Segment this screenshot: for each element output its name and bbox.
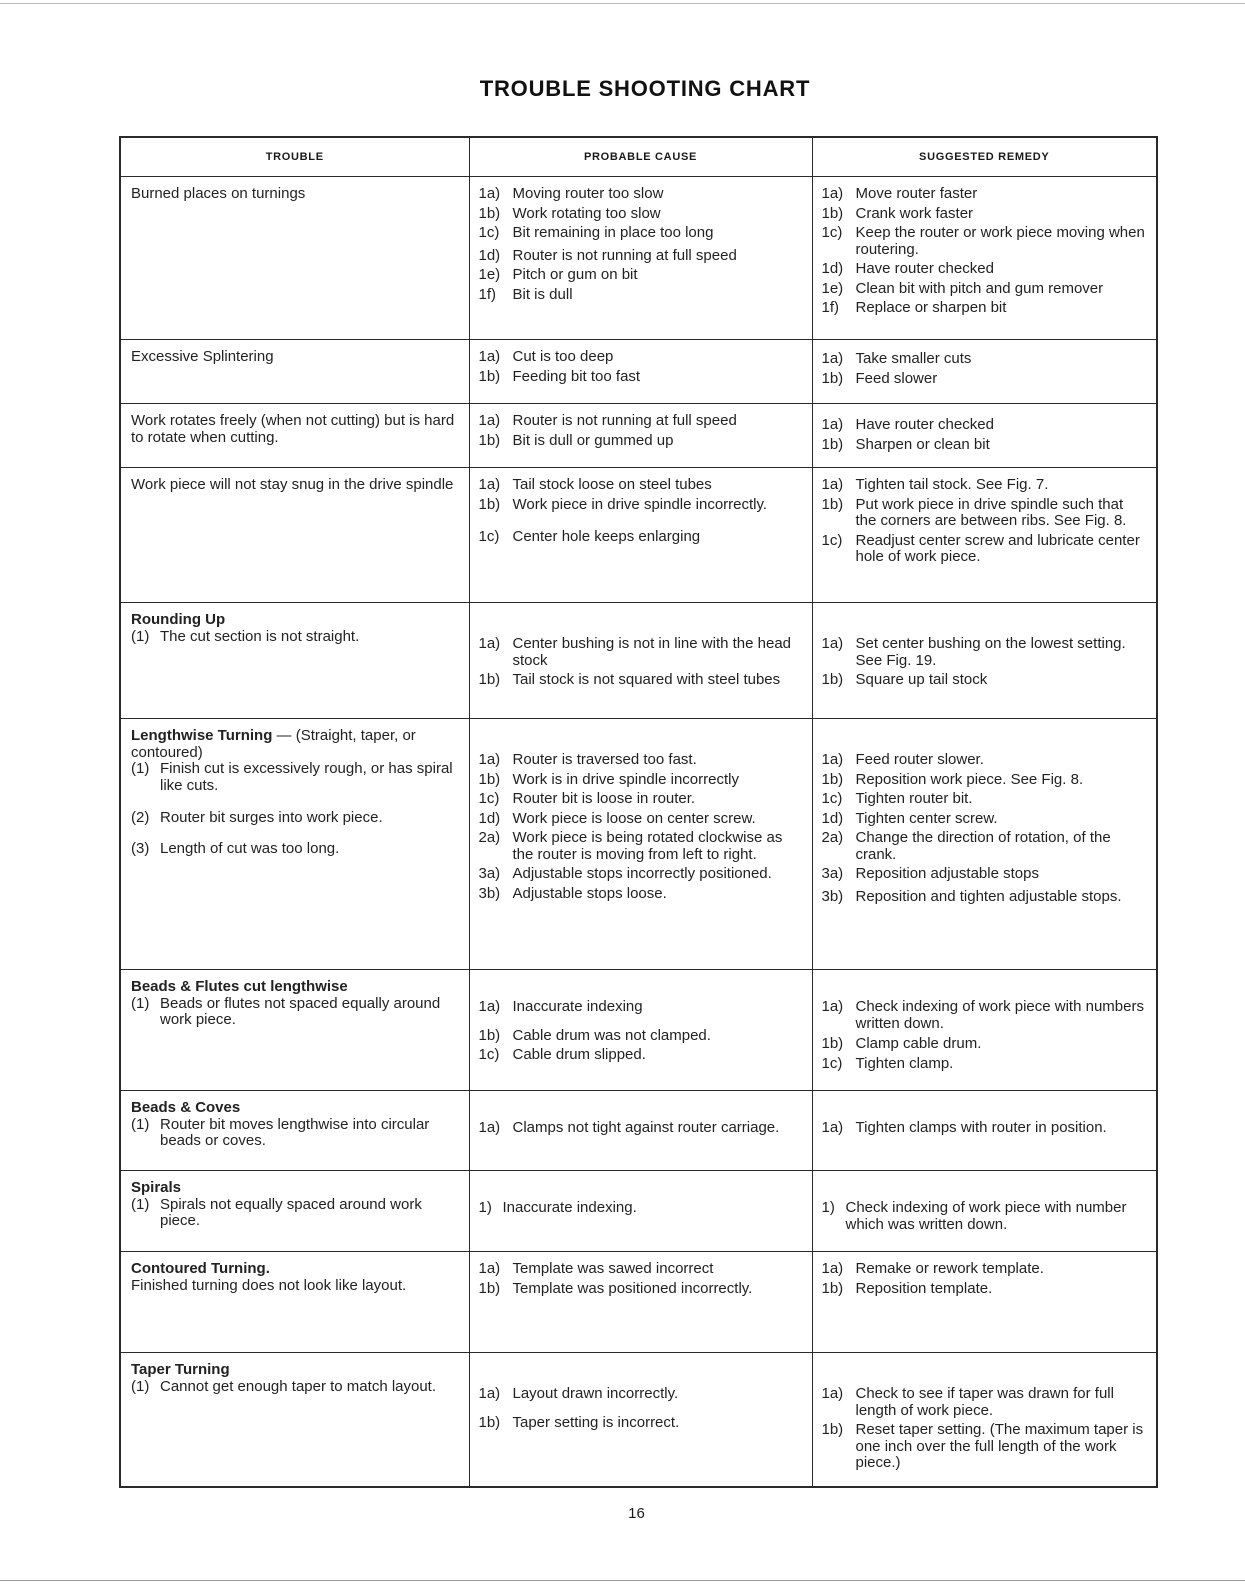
cause-item [479, 206, 802, 223]
trouble-cell [120, 719, 469, 970]
cause-item [479, 1120, 802, 1137]
trouble-line-text: Router bit moves lengthwise into circular beads or coves. [160, 1115, 430, 1149]
remedy-cell [812, 404, 1157, 468]
remedy-item-text: Replace or sharpen bit [855, 299, 1007, 316]
remedy-item-number: 1a) [821, 751, 844, 768]
table-row [120, 404, 1157, 468]
cause-cell [469, 1353, 812, 1487]
remedy-item [822, 225, 1147, 258]
trouble-cell [120, 1353, 469, 1487]
remedy-item-text: Sharpen or clean bit [855, 435, 990, 453]
cause-item [479, 672, 802, 689]
cause-item [479, 1047, 802, 1064]
trouble-line [131, 810, 459, 827]
cause-item [479, 1386, 802, 1403]
remedy-item [822, 497, 1147, 530]
remedy-cell [812, 1353, 1157, 1487]
trouble-cell [120, 1252, 469, 1353]
cause-item-text: Template was sawed incorrect [512, 1260, 714, 1277]
trouble-cell [120, 340, 469, 404]
cause-item [479, 349, 802, 366]
cause-item-text: Inaccurate indexing. [502, 1199, 637, 1216]
cause-item-text: Bit remaining in place too long [512, 224, 714, 241]
remedy-item [822, 371, 1147, 388]
cause-item-number: 1a) [478, 1260, 501, 1277]
remedy-item-text: Take smaller cuts [855, 350, 972, 367]
cause-item-number: 1c) [478, 224, 500, 241]
trouble-line: Work rotates freely (when not cutting) but is hard to rotate when cutting. [131, 412, 455, 446]
trouble-cell [120, 1171, 469, 1252]
remedy-item [822, 1200, 1147, 1233]
remedy-item [822, 830, 1147, 863]
cause-item-text: Work is in drive spindle incorrectly [512, 770, 739, 788]
remedy-cell [812, 1252, 1157, 1353]
cause-item-text: Router is not running at full speed [512, 412, 737, 429]
cause-item-text: Work piece in drive spindle incorrectly. [512, 495, 768, 513]
cause-item-text: Tail stock is not squared with steel tubes [512, 671, 781, 688]
remedy-item-number: 1e) [821, 279, 844, 297]
cause-item-text: Layout drawn incorrectly. [512, 1385, 679, 1402]
cause-item-text: Cable drum slipped. [512, 1046, 646, 1063]
remedy-item [822, 261, 1147, 278]
cause-cell [469, 603, 812, 719]
remedy-item-text: Check indexing of work piece with number which was written down. [845, 1199, 1127, 1233]
remedy-item [822, 791, 1147, 808]
cause-item-text: Cut is too deep [512, 348, 614, 365]
remedy-item [822, 889, 1147, 906]
remedy-cell [812, 177, 1157, 340]
cause-item-text: Pitch or gum on bit [512, 266, 638, 283]
trouble-line-number: (1) [131, 1195, 150, 1213]
cause-item [479, 225, 802, 242]
remedy-item-number: 1b) [821, 1421, 844, 1438]
trouble-line-text: The cut section is not straight. [160, 627, 360, 645]
remedy-item-number: 1b) [821, 369, 844, 387]
cause-item-number: 1b) [478, 367, 501, 385]
remedy-item [822, 636, 1147, 669]
trouble-shooting-table [119, 136, 1158, 1488]
remedy-item-text: Have router checked [855, 260, 994, 277]
remedy-item-text: Change the direction of rotation, of the crank. [855, 829, 1111, 863]
cause-item [479, 186, 802, 203]
cause-cell [469, 1091, 812, 1171]
remedy-item-text: Remake or rework template. [855, 1260, 1044, 1277]
cause-item-text: Moving router too slow [512, 185, 664, 202]
remedy-cell [812, 1091, 1157, 1171]
trouble-cell [120, 468, 469, 603]
remedy-item-number: 1c) [821, 531, 843, 549]
remedy-item [822, 300, 1147, 317]
remedy-item-text: Reposition adjustable stops [855, 865, 1039, 882]
remedy-cell [812, 340, 1157, 404]
cause-item-number: 1c) [478, 790, 500, 807]
cause-item-number: 1a) [478, 476, 501, 493]
remedy-item-text: Reset taper setting. (The maximum taper is one inch over the full length of the work piece.) [855, 1421, 1144, 1471]
remedy-item-text: Move router faster [855, 185, 978, 202]
remedy-cell [812, 603, 1157, 719]
trouble-line-number: (1) [131, 994, 150, 1012]
cause-item [479, 477, 802, 494]
remedy-cell [812, 970, 1157, 1091]
cause-item-number: 1d) [478, 246, 501, 264]
cause-item-number: 1c) [478, 1046, 500, 1063]
trouble-line-number: (1) [131, 1115, 150, 1133]
cause-item [479, 413, 802, 430]
remedy-item-text: Reposition and tighten adjustable stops. [855, 887, 1122, 905]
cause-item-text: Router bit is loose in router. [512, 790, 696, 807]
trouble-line: Work piece will not stay snug in the drive spindle [131, 476, 454, 493]
trouble-heading-rest: — (Straight, taper, or contoured) [131, 727, 416, 761]
remedy-item [822, 672, 1147, 689]
remedy-item-number: 1d) [821, 260, 844, 277]
remedy-item [822, 999, 1147, 1032]
remedy-item-text: Check to see if taper was drawn for full length of work piece. [855, 1385, 1114, 1419]
remedy-item [822, 437, 1147, 454]
remedy-item-text: Tighten tail stock. See Fig. 7. [855, 476, 1049, 493]
cause-item-number: 1a) [478, 348, 501, 365]
cause-item [479, 866, 802, 883]
table-row [120, 177, 1157, 340]
page-number: 16 [628, 1505, 645, 1522]
trouble-heading [131, 1180, 459, 1197]
table-row [120, 970, 1157, 1091]
column-header-suggested-remedy: SUGGESTED REMEDY [812, 137, 1157, 177]
remedy-item-number: 1a) [821, 1260, 844, 1277]
trouble-heading [131, 1362, 459, 1379]
trouble-line-text: Length of cut was too long. [160, 839, 340, 857]
remedy-item-number: 1c) [821, 790, 843, 807]
cause-item-text: Bit is dull [512, 285, 573, 303]
trouble-line-number: (2) [131, 809, 150, 826]
remedy-item-number: 1c) [821, 1054, 843, 1072]
cause-item-text: Taper setting is incorrect. [512, 1413, 680, 1431]
remedy-item-text: Reposition work piece. See Fig. 8. [855, 770, 1084, 788]
trouble-line-text: Finish cut is excessively rough, or has spiral like cuts. [160, 760, 453, 794]
trouble-line [131, 1197, 459, 1230]
cause-cell [469, 1171, 812, 1252]
remedy-item [822, 417, 1147, 434]
trouble-cell [120, 404, 469, 468]
table-row [120, 1252, 1157, 1353]
cause-item-text: Router is not running at full speed [512, 246, 737, 264]
remedy-item [822, 351, 1147, 368]
remedy-item-number: 1a) [821, 185, 844, 202]
cause-item [479, 1261, 802, 1278]
remedy-item [822, 1056, 1147, 1073]
remedy-cell [812, 719, 1157, 970]
cause-item-number: 1a) [478, 635, 501, 652]
remedy-item-number: 1b) [821, 671, 844, 688]
remedy-item-text: Clamp cable drum. [855, 1035, 982, 1052]
table-row [120, 340, 1157, 404]
remedy-item-number: 1b) [821, 204, 844, 222]
trouble-line-text: Router bit surges into work piece. [160, 809, 383, 826]
cause-cell [469, 719, 812, 970]
trouble-line: Finished turning does not look like layout. [131, 1276, 407, 1294]
cause-item [479, 369, 802, 386]
trouble-heading [131, 612, 459, 629]
remedy-item-text: Set center bushing on the lowest setting. See Fig. 19. [855, 635, 1126, 669]
remedy-item-text: Keep the router or work piece moving when routering. [855, 224, 1145, 258]
remedy-item-text: Reposition template. [855, 1279, 993, 1297]
cause-item-number: 1a) [478, 412, 501, 429]
cause-item [479, 433, 802, 450]
trouble-line [131, 1117, 459, 1150]
cause-item-text: Template was positioned incorrectly. [512, 1279, 753, 1297]
trouble-heading [131, 1261, 459, 1278]
remedy-item-number: 1a) [821, 635, 844, 652]
remedy-item-number: 1b) [821, 495, 844, 513]
cause-item-text: Router is traversed too fast. [512, 751, 697, 768]
cause-item [479, 287, 802, 304]
remedy-cell [812, 1171, 1157, 1252]
remedy-item-number: 1a) [821, 416, 844, 433]
cause-item-number: 1a) [478, 185, 501, 202]
trouble-line-number: (1) [131, 760, 150, 777]
cause-item-number: 1b) [478, 1026, 501, 1044]
remedy-item-number: 1a) [821, 1385, 844, 1402]
cause-item [479, 811, 802, 828]
cause-item [479, 999, 802, 1016]
cause-cell [469, 404, 812, 468]
cause-item [479, 772, 802, 789]
trouble-cell [120, 603, 469, 719]
remedy-item-number: 1a) [821, 350, 844, 367]
cause-item-number: 1b) [478, 770, 501, 788]
remedy-item-text: Feed router slower. [855, 751, 984, 768]
remedy-item-text: Tighten clamps with router in position. [855, 1119, 1107, 1136]
remedy-item-number: 3a) [821, 865, 844, 882]
cause-item-number: 1a) [478, 1385, 501, 1402]
table-row [120, 719, 1157, 970]
cause-cell [469, 177, 812, 340]
trouble-line-text: Spirals not equally spaced around work piece. [160, 1195, 422, 1229]
cause-item-number: 2a) [478, 829, 501, 846]
trouble-line-text: Cannot get enough taper to match layout. [160, 1377, 437, 1395]
page-title: TROUBLE SHOOTING CHART [479, 76, 811, 101]
cause-item-number: 1b) [478, 1279, 501, 1297]
table-row [120, 1171, 1157, 1252]
trouble-heading-bold: Beads & Coves [131, 1099, 241, 1116]
trouble-heading [131, 1100, 459, 1117]
cause-cell [469, 970, 812, 1091]
remedy-item-number: 1b) [821, 1035, 844, 1052]
remedy-item-text: Feed slower [855, 369, 938, 387]
cause-item-text: Work piece is loose on center screw. [512, 809, 756, 827]
remedy-item [822, 477, 1147, 494]
remedy-item-text: Readjust center screw and lubricate center hole of work piece. [855, 531, 1140, 565]
cause-item [479, 636, 802, 669]
remedy-item-text: Clean bit with pitch and gum remover [855, 279, 1104, 297]
remedy-item-number: 1a) [821, 476, 844, 493]
remedy-item [822, 1281, 1147, 1298]
remedy-item-text: Tighten center screw. [855, 809, 998, 827]
cause-item-text: Adjustable stops loose. [512, 884, 667, 902]
trouble-heading [131, 979, 459, 996]
remedy-item-text: Put work piece in drive spindle such that the corners are between ribs. See Fig. 8. [855, 495, 1127, 529]
cause-item [479, 886, 802, 903]
cause-item-text: Feeding bit too fast [512, 367, 641, 385]
remedy-item-number: 1b) [821, 1279, 844, 1297]
cause-item-text: Center hole keeps enlarging [512, 528, 701, 545]
cause-item [479, 1028, 802, 1045]
remedy-item-number: 1f) [821, 299, 840, 316]
remedy-item [822, 1120, 1147, 1137]
cause-cell [469, 468, 812, 603]
remedy-item [822, 866, 1147, 883]
cause-item [479, 248, 802, 265]
remedy-item [822, 186, 1147, 203]
remedy-item-number: 1a) [821, 1119, 844, 1136]
cause-item [479, 830, 802, 863]
cause-item-text: Inaccurate indexing [512, 998, 643, 1015]
cause-item-text: Bit is dull or gummed up [512, 431, 674, 449]
trouble-heading [131, 728, 459, 761]
cause-item-number: 3a) [478, 865, 501, 882]
table-row [120, 1353, 1157, 1487]
cause-item-number: 1b) [478, 671, 501, 688]
trouble-cell [120, 177, 469, 340]
cause-item-text: Work rotating too slow [512, 204, 661, 222]
cause-item-text: Center bushing is not in line with the head stock [512, 635, 792, 669]
remedy-item [822, 1386, 1147, 1419]
trouble-heading-bold: Taper Turning [131, 1361, 230, 1378]
cause-item-number: 1d) [478, 809, 501, 827]
cause-item [479, 1200, 802, 1217]
trouble-line: Excessive Splintering [131, 348, 274, 365]
remedy-item-number: 1d) [821, 809, 844, 827]
cause-item-number: 1) [478, 1199, 492, 1216]
cause-item [479, 791, 802, 808]
top-rule [0, 3, 1245, 4]
cause-item [479, 267, 802, 284]
cause-item-text: Cable drum was not clamped. [512, 1026, 711, 1044]
table-row [120, 468, 1157, 603]
trouble-line-number: (1) [131, 1377, 150, 1395]
remedy-item [822, 772, 1147, 789]
remedy-item-number: 1c) [821, 224, 843, 241]
remedy-item-text: Have router checked [855, 416, 994, 433]
cause-cell [469, 1252, 812, 1353]
header-row [120, 137, 1157, 177]
remedy-item-text: Crank work faster [855, 204, 974, 222]
trouble-line-number: (3) [131, 839, 150, 857]
remedy-item [822, 1261, 1147, 1278]
cause-item-number: 1b) [478, 431, 501, 449]
trouble-line [131, 996, 459, 1029]
cause-item-number: 1c) [478, 528, 500, 545]
trouble-heading-bold: Lengthwise Turning [131, 727, 273, 744]
remedy-item [822, 811, 1147, 828]
table-row [120, 603, 1157, 719]
remedy-item-number: 1a) [821, 998, 844, 1015]
remedy-item-text: Square up tail stock [855, 671, 988, 688]
remedy-item-text: Tighten router bit. [855, 790, 973, 807]
cause-item-number: 1b) [478, 495, 501, 513]
cause-item-number: 1a) [478, 998, 501, 1015]
cause-item-number: 1b) [478, 1413, 501, 1431]
remedy-item-number: 2a) [821, 829, 844, 846]
cause-cell [469, 340, 812, 404]
cause-item [479, 752, 802, 769]
cause-item-number: 3b) [478, 884, 501, 902]
trouble-line [131, 1379, 459, 1396]
remedy-item-text: Check indexing of work piece with numbers written down. [855, 998, 1144, 1032]
cause-item [479, 1281, 802, 1298]
trouble-line-text: Beads or flutes not spaced equally around work piece. [160, 994, 441, 1028]
trouble-line: Burned places on turnings [131, 185, 306, 202]
remedy-item-number: 1b) [821, 770, 844, 788]
remedy-item-number: 3b) [821, 887, 844, 905]
trouble-line [131, 629, 459, 646]
cause-item [479, 1415, 802, 1432]
bottom-rule [0, 1580, 1245, 1581]
trouble-cell [120, 970, 469, 1091]
cause-item-number: 1b) [478, 204, 501, 222]
remedy-cell [812, 468, 1157, 603]
cause-item [479, 529, 802, 546]
cause-item-text: Adjustable stops incorrectly positioned. [512, 865, 772, 882]
remedy-item [822, 533, 1147, 566]
remedy-item [822, 281, 1147, 298]
cause-item [479, 497, 802, 514]
cause-item-text: Clamps not tight against router carriage. [512, 1119, 780, 1136]
remedy-item-number: 1b) [821, 435, 844, 453]
remedy-item [822, 1036, 1147, 1053]
remedy-item [822, 752, 1147, 769]
cause-item-number: 1f) [478, 285, 497, 303]
trouble-line [131, 841, 459, 858]
column-header-trouble: TROUBLE [120, 137, 469, 177]
trouble-line-number: (1) [131, 627, 150, 645]
remedy-item [822, 1422, 1147, 1472]
trouble-heading-bold: Beads & Flutes cut lengthwise [131, 978, 348, 995]
remedy-item-text: Tighten clamp. [855, 1054, 954, 1072]
trouble-heading-bold: Spirals [131, 1179, 182, 1196]
cause-item-text: Tail stock loose on steel tubes [512, 476, 712, 493]
remedy-item-number: 1) [821, 1199, 835, 1216]
remedy-item [822, 206, 1147, 223]
trouble-cell [120, 1091, 469, 1171]
cause-item-number: 1a) [478, 1119, 501, 1136]
cause-item-number: 1e) [478, 266, 501, 283]
trouble-heading-bold: Contoured Turning. [131, 1260, 270, 1277]
cause-item-number: 1a) [478, 751, 501, 768]
cause-item-text: Work piece is being rotated clockwise as the router is moving from left to right. [512, 829, 783, 863]
trouble-heading-bold: Rounding Up [131, 611, 226, 628]
table-row [120, 1091, 1157, 1171]
trouble-line [131, 761, 459, 794]
column-header-probable-cause: PROBABLE CAUSE [469, 137, 812, 177]
